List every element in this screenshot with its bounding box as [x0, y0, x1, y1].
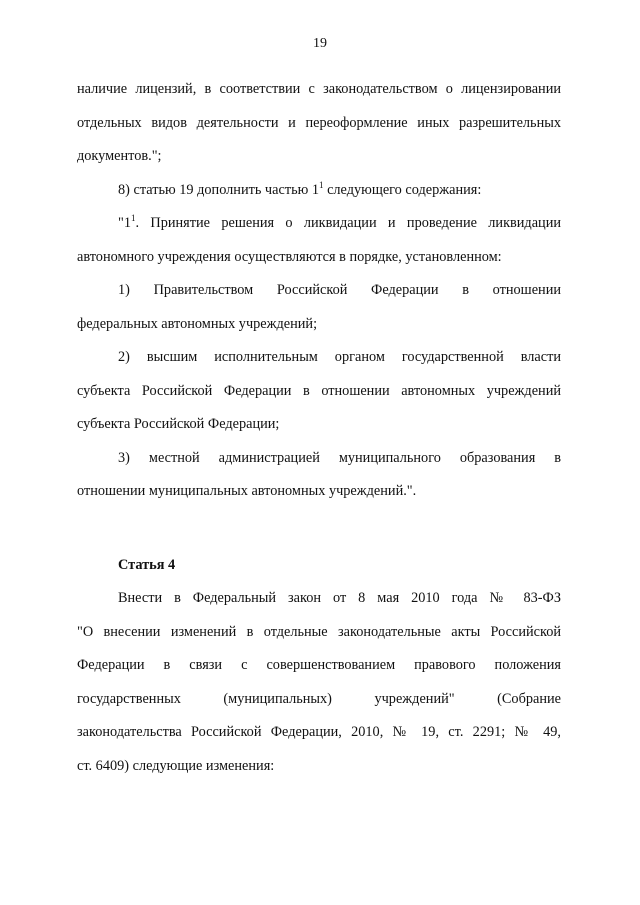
text-line: отдельных видов деятельности и переоформление иных разрешительных	[77, 114, 561, 131]
page-number: 19	[313, 36, 327, 51]
article-heading: Статья 4	[118, 556, 176, 573]
superscript: 1	[319, 179, 324, 190]
text-line: Внести в Федеральный закон от 8 мая 2010 года № 83-ФЗ	[118, 590, 561, 606]
text-line: отношении муниципальных автономных учреждений.".	[77, 483, 417, 499]
text-line: документов.";	[77, 148, 162, 164]
text-line: ст. 6409) следующие изменения:	[77, 757, 275, 774]
paragraph-item-8	[77, 174, 561, 208]
section-spacer	[77, 509, 561, 549]
text-line: Федерации в связи с совершенствованием правового положения	[77, 657, 561, 673]
text-line: автономного учреждения осуществляются в порядке, установленном:	[77, 248, 502, 265]
paragraph-part-1-1	[77, 207, 561, 274]
text-line: 2) высшим исполнительным органом государственной власти	[118, 349, 561, 365]
paragraph-subitem-3	[77, 442, 561, 509]
text-line: 1) Правительством Российской Федерации в отношении	[118, 282, 561, 298]
text-line: субъекта Российской Федерации в отношении автономных учреждений	[77, 382, 561, 399]
superscript: 1	[131, 213, 136, 223]
document-body	[77, 73, 561, 783]
text-line: законодательства Российской Федерации, 2010, № 19, ст. 2291; № 49,	[77, 724, 561, 740]
text-line: "О внесении изменений в отдельные законодательные акты Российской	[77, 623, 561, 640]
text-fragment: "1	[118, 215, 131, 231]
text-line	[77, 207, 561, 241]
text-line: субъекта Российской Федерации;	[77, 416, 280, 432]
text-line: наличие лицензий, в соответствии с законодательством о лицензировании	[77, 81, 561, 97]
text-fragment: . Принятие решения о ликвидации и проведение ликвидации	[135, 215, 561, 231]
text-line: федеральных автономных учреждений;	[77, 315, 318, 332]
paragraph-subitem-1	[77, 274, 561, 341]
text-line: государственных (муниципальных) учреждений" (Собрание	[77, 690, 561, 707]
paragraph-article-4	[77, 582, 561, 783]
paragraph-subitem-2	[77, 341, 561, 442]
text-fragment: 8) статью 19 дополнить частью 1	[118, 181, 319, 198]
text-fragment: следующего содержания:	[323, 181, 482, 198]
paragraph-licenses	[77, 73, 561, 174]
text-line: 3) местной администрацией муниципального образования в	[118, 449, 561, 466]
